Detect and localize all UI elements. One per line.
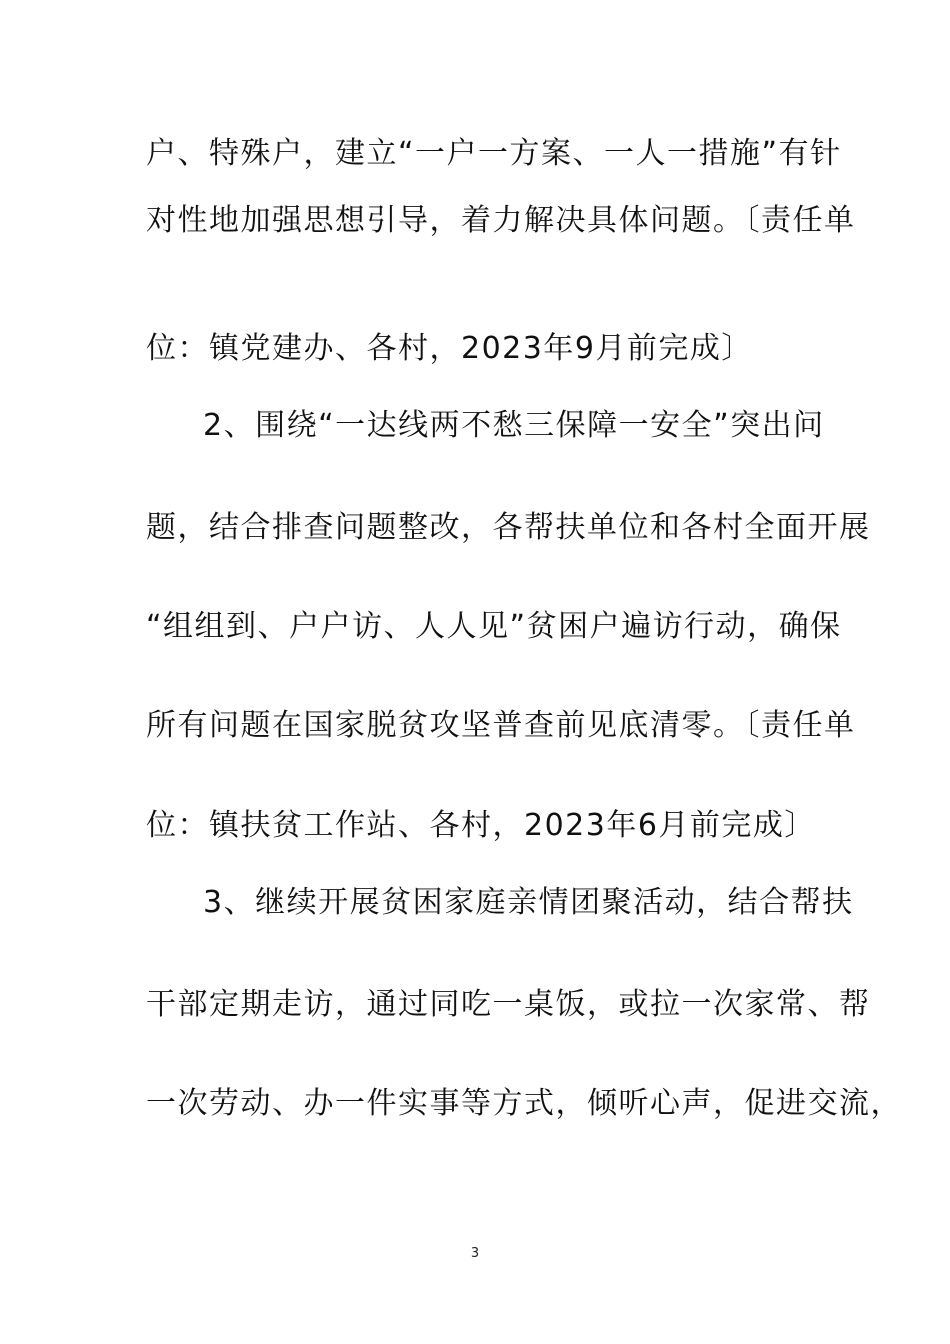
text-line-6: “组组到、户户访、人人见”贫困户遍访行动，确保 [146, 609, 842, 644]
text-line-5: 题，结合排查问题整改，各帮扶单位和各村全面开展 [146, 510, 871, 545]
text-line-11: 一次劳动、办一件实事等方式，倾听心声，促进交流， [146, 1086, 902, 1121]
text-line-9: 3、继续开展贫困家庭亲情团聚活动，结合帮扶 [203, 885, 854, 920]
text-line-3: 位：镇党建办、各村，2023年9月前完成〕 [146, 331, 753, 366]
text-line-2: 对性地加强思想引导，着力解决具体问题。〔责任单 [146, 203, 856, 238]
text-line-4: 2、围绕“一达线两不愁三保障一安全”突出问 [203, 408, 825, 443]
text-line-7: 所有问题在国家脱贫攻坚普查前见底清零。〔责任单 [146, 708, 856, 743]
page-number: 3 [470, 1246, 480, 1261]
text-line-10: 干部定期走访，通过同吃一桌饭，或拉一次家常、帮 [146, 987, 871, 1022]
text-line-8: 位：镇扶贫工作站、各村，2023年6月前完成〕 [146, 808, 816, 843]
text-line-1: 户、特殊户，建立“一户一方案、一人一措施”有针 [146, 136, 842, 171]
